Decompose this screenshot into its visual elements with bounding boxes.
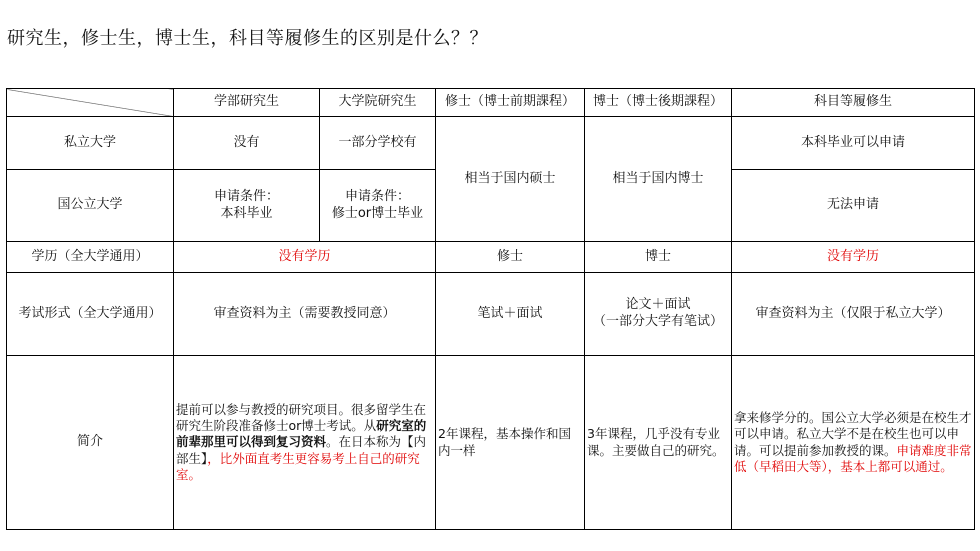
condition-label: 申请条件： (213, 188, 279, 204)
intro-ryoshu-red-text: 申请难度非常低（早稻田大等），基本上都可以通过。 (734, 442, 972, 474)
condition-value: 本科毕业 (220, 205, 273, 221)
diagonal-corner-cell (7, 89, 174, 117)
intro-rs-text: 提前可以参与教授的研究项目。很多留学生在研究生阶段准备修士or博士考试。从 (176, 401, 427, 434)
table-row-private (7, 117, 975, 170)
cell-exam-doctor (585, 273, 732, 356)
row-label-degree: 学历（全大学通用） (7, 242, 174, 273)
cell-master-equivalent: 相当于国内硕士 (436, 117, 585, 242)
cell-private-ryoshu: 本科毕业可以申请 (732, 117, 975, 170)
row-label-public: 国公立大学 (7, 170, 174, 242)
condition-value: 修士or博士毕业 (331, 205, 424, 221)
cell-private-grad-rs: 一部分学校有 (320, 117, 436, 170)
exam-doctor-line1: 论文＋面试 (625, 297, 691, 313)
cell-public-undergrad-rs (174, 170, 320, 242)
cell-public-ryoshu: 无法申请 (732, 170, 975, 242)
table-header-row (7, 89, 975, 117)
row-label-exam: 考试形式（全大学通用） (7, 273, 174, 356)
comparison-table (6, 88, 975, 530)
header-grad-research-student: 大学院研究生 (320, 89, 436, 117)
cell-intro-rs (174, 356, 436, 530)
page-title: 研究生，修士生，博士生，科目等履修生的区别是什么？？ (7, 28, 488, 49)
table-row-intro (7, 356, 975, 530)
table-row-exam (7, 273, 975, 356)
header-undergrad-research-student: 学部研究生 (174, 89, 320, 117)
cell-private-undergrad-rs: 没有 (174, 117, 320, 170)
cell-exam-ryoshu: 审查资料为主（仅限于私立大学） (732, 273, 975, 356)
cell-public-grad-rs (320, 170, 436, 242)
table-row-degree (7, 242, 975, 273)
cell-exam-master: 笔试＋面试 (436, 273, 585, 356)
intro-rs-red-text: ，比外面直考生更容易考上自己的研究室。 (176, 450, 420, 482)
cell-doctor-equivalent: 相当于国内博士 (585, 117, 732, 242)
cell-degree-ryoshu: 没有学历 (732, 242, 975, 273)
header-ryoshu-student: 科目等履修生 (732, 89, 975, 117)
intro-rs-bold-text: 研究室的前辈那里可以得到复习资料 (176, 418, 427, 450)
cell-exam-rs: 审查资料为主（需要教授同意） (174, 273, 436, 356)
cell-intro-doctor: 3年课程，几乎没有专业课。主要做自己的研究。 (585, 356, 732, 530)
condition-label: 申请条件： (344, 188, 410, 204)
cell-intro-master: 2年课程，基本操作和国内一样 (436, 356, 585, 530)
intro-rs-text-2: 。在日本称为【内部生】 (176, 434, 427, 466)
cell-degree-master: 修士 (436, 242, 585, 273)
cell-degree-rs: 没有学历 (174, 242, 436, 273)
cell-degree-doctor: 博士 (585, 242, 732, 273)
intro-ryoshu-text: 拿来修学分的。国公立大学必须是在校生才可以申请。私立大学不是在校生也可以申请。可以提前参加教授的课。 (734, 410, 972, 458)
row-label-intro: 简介 (7, 356, 174, 530)
header-doctor: 博士（博士後期課程） (585, 89, 732, 117)
header-master: 修士（博士前期課程） (436, 89, 585, 117)
exam-doctor-line2: （一部分大学有笔试） (592, 314, 723, 329)
row-label-private: 私立大学 (7, 117, 174, 170)
cell-intro-ryoshu (732, 356, 975, 530)
